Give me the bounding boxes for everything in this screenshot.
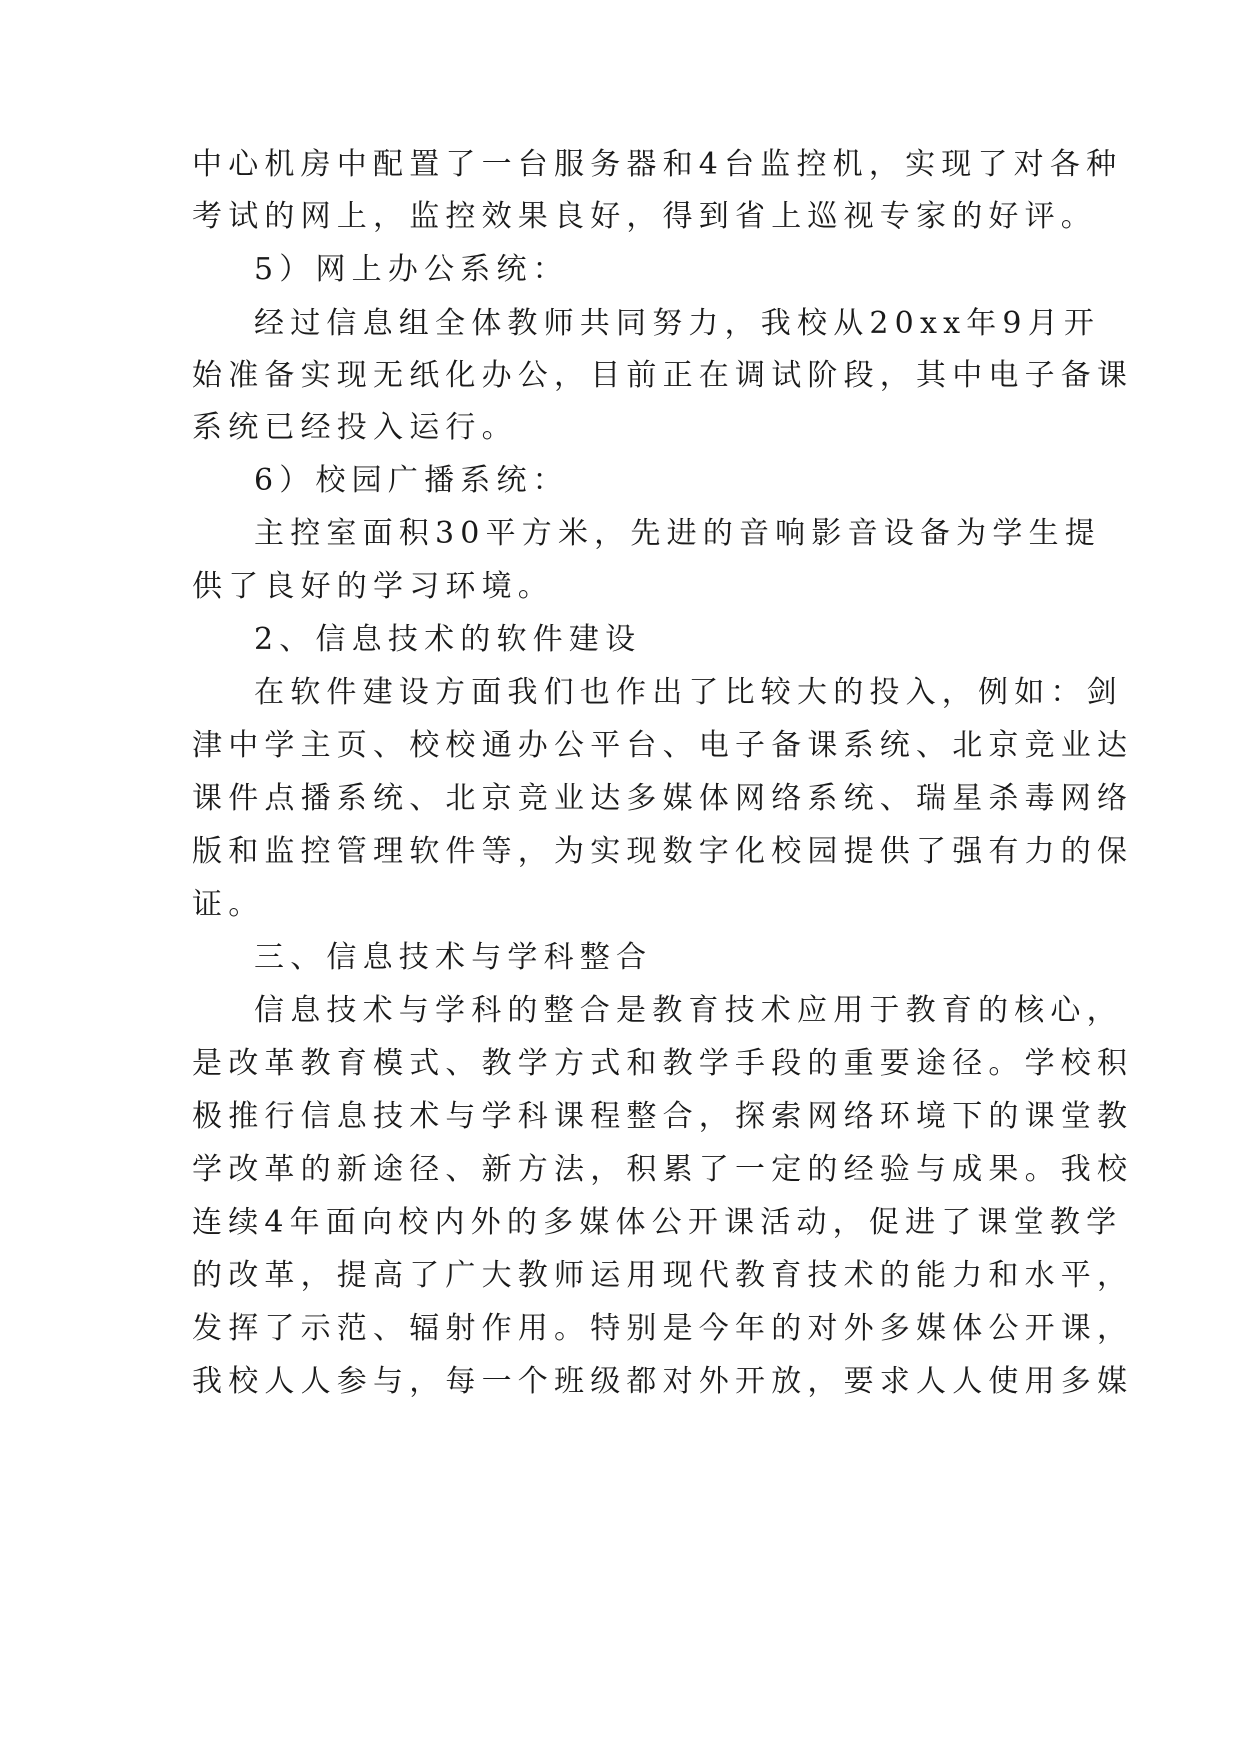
text-line: 的改革，提高了广大教师运用现代教育技术的能力和水平， — [192, 1258, 1134, 1293]
text-line: 是改革教育模式、教学方式和教学手段的重要途径。学校积 — [192, 1046, 1134, 1081]
text-line: 始准备实现无纸化办公，目前正在调试阶段，其中电子备课 — [192, 358, 1134, 393]
text-line: 中心机房中配置了一台服务器和4台监控机，实现了对各种 — [192, 147, 1123, 182]
text-line: 经过信息组全体教师共同努力，我校从20xx年9月开 — [254, 306, 1101, 341]
text-line: 在软件建设方面我们也作出了比较大的投入，例如：剑 — [254, 675, 1123, 710]
text-line: 学改革的新途径、新方法，积累了一定的经验与成果。我校 — [192, 1152, 1134, 1187]
text-line: 供了良好的学习环境。 — [192, 569, 554, 604]
text-line: 津中学主页、校校通办公平台、电子备课系统、北京竞业达 — [192, 728, 1134, 763]
text-line: 课件点播系统、北京竞业达多媒体网络系统、瑞星杀毒网络 — [192, 781, 1134, 816]
text-line: 系统已经投入运行。 — [192, 410, 518, 445]
section-heading: 三、信息技术与学科整合 — [254, 940, 653, 975]
text-line: 信息技术与学科的整合是教育技术应用于教育的核心， — [254, 993, 1123, 1028]
text-line: 版和监控管理软件等，为实现数字化校园提供了强有力的保 — [192, 834, 1134, 869]
text-line: 发挥了示范、辐射作用。特别是今年的对外多媒体公开课， — [192, 1311, 1134, 1346]
text-line: 主控室面积30平方米，先进的音响影音设备为学生提 — [254, 516, 1101, 551]
section-heading: 2、信息技术的软件建设 — [254, 622, 642, 657]
text-line: 极推行信息技术与学科课程整合，探索网络环境下的课堂教 — [192, 1099, 1134, 1134]
section-heading: 6）校园广播系统： — [254, 463, 569, 498]
section-heading: 5）网上办公系统： — [254, 252, 569, 287]
text-line: 我校人人参与，每一个班级都对外开放，要求人人使用多媒 — [192, 1364, 1134, 1399]
text-line: 连续4年面向校内外的多媒体公开课活动，促进了课堂教学 — [192, 1205, 1123, 1240]
text-line: 考试的网上，监控效果良好，得到省上巡视专家的好评。 — [192, 199, 1097, 234]
text-line: 证。 — [192, 887, 265, 922]
